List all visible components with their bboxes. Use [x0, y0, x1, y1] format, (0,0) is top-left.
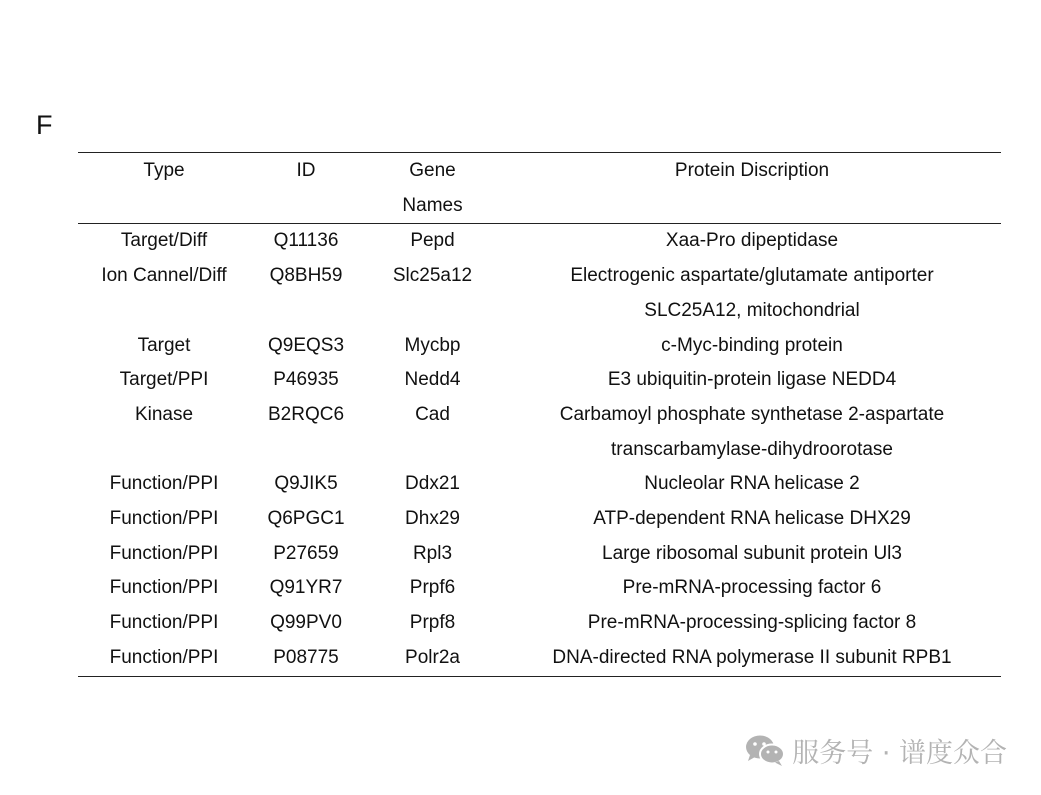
table-row — [78, 329, 1001, 364]
watermark — [744, 730, 1007, 770]
table-row — [78, 606, 1001, 641]
cell-type: Function/PPI — [109, 646, 219, 668]
header-protein-description: Protein Discription — [674, 160, 830, 181]
cell-id: Q91YR7 — [269, 577, 343, 599]
cell-type: Target — [137, 334, 191, 356]
table-row — [78, 537, 1001, 572]
table-row — [78, 467, 1001, 502]
cell-gene-names: Nedd4 — [404, 369, 461, 391]
cell-gene-names: Rpl3 — [412, 542, 453, 564]
cell-id: Q6PGC1 — [267, 508, 345, 530]
cell-type: Function/PPI — [109, 508, 219, 530]
cell-type: Function/PPI — [109, 577, 219, 599]
table-row — [78, 259, 1001, 328]
cell-id: Q11136 — [273, 230, 339, 252]
cell-type: Kinase — [134, 403, 194, 425]
cell-protein-description: Xaa-Pro dipeptidase — [665, 230, 839, 252]
cell-protein-description: DNA-directed RNA polymerase II subunit RPB1 — [552, 646, 952, 668]
table-row — [78, 641, 1001, 676]
cell-gene-names: Prpf6 — [409, 577, 456, 599]
cell-type: Function/PPI — [109, 473, 219, 495]
cell-id: B2RQC6 — [267, 403, 345, 425]
cell-gene-names: Ddx21 — [405, 473, 460, 495]
cell-gene-names: Cad — [415, 403, 450, 425]
cell-id: Q9EQS3 — [267, 334, 345, 356]
cell-type: Function/PPI — [109, 612, 219, 634]
cell-id: Q99PV0 — [270, 612, 342, 634]
cell-protein-description: Electrogenic aspartate/glutamate antiporter SLC25A12, mitochondrial — [570, 265, 934, 321]
cell-id: P46935 — [273, 369, 339, 391]
cell-type: Target/Diff — [120, 230, 208, 252]
cell-protein-description: c-Myc-binding protein — [661, 334, 843, 356]
cell-protein-description: ATP-dependent RNA helicase DHX29 — [593, 508, 911, 530]
table-header-row — [78, 153, 1001, 224]
cell-gene-names: Dhx29 — [405, 508, 460, 530]
table-body — [78, 224, 1001, 676]
cell-type: Ion Cannel/Diff — [101, 265, 227, 287]
table-row — [78, 224, 1001, 259]
panel-label: F — [36, 110, 53, 140]
cell-protein-description: E3 ubiquitin-protein ligase NEDD4 — [607, 369, 897, 391]
cell-gene-names: Mycbp — [404, 334, 461, 356]
table-row — [78, 398, 1001, 467]
cell-id: Q9JIK5 — [274, 473, 338, 495]
cell-gene-names: Pepd — [410, 230, 455, 252]
cell-protein-description: Pre-mRNA-processing factor 6 — [622, 577, 882, 599]
cell-type: Function/PPI — [109, 542, 219, 564]
header-id: ID — [296, 160, 316, 181]
cell-id: P08775 — [273, 646, 339, 668]
cell-gene-names: Slc25a12 — [392, 265, 473, 287]
table-row — [78, 363, 1001, 398]
watermark-text: 服务号 · 谱度众合 — [792, 737, 1007, 769]
cell-id: P27659 — [273, 542, 339, 564]
wechat-icon — [744, 733, 786, 767]
cell-protein-description: Nucleolar RNA helicase 2 — [644, 473, 860, 495]
table-row — [78, 571, 1001, 606]
protein-table — [78, 152, 1001, 677]
table-header — [78, 153, 1001, 224]
cell-protein-description: Carbamoyl phosphate synthetase 2-aspartate transcarbamylase-dihydroorotase — [559, 403, 945, 460]
header-type: Type — [143, 160, 185, 181]
header-gene-names: Gene Names — [402, 160, 463, 216]
cell-type: Target/PPI — [119, 369, 209, 391]
cell-gene-names: Prpf8 — [409, 612, 456, 634]
cell-protein-description: Pre-mRNA-processing-splicing factor 8 — [587, 612, 917, 634]
cell-protein-description: Large ribosomal subunit protein Ul3 — [602, 542, 902, 564]
cell-gene-names: Polr2a — [405, 646, 460, 668]
cell-id: Q8BH59 — [269, 265, 343, 287]
table-row — [78, 502, 1001, 537]
